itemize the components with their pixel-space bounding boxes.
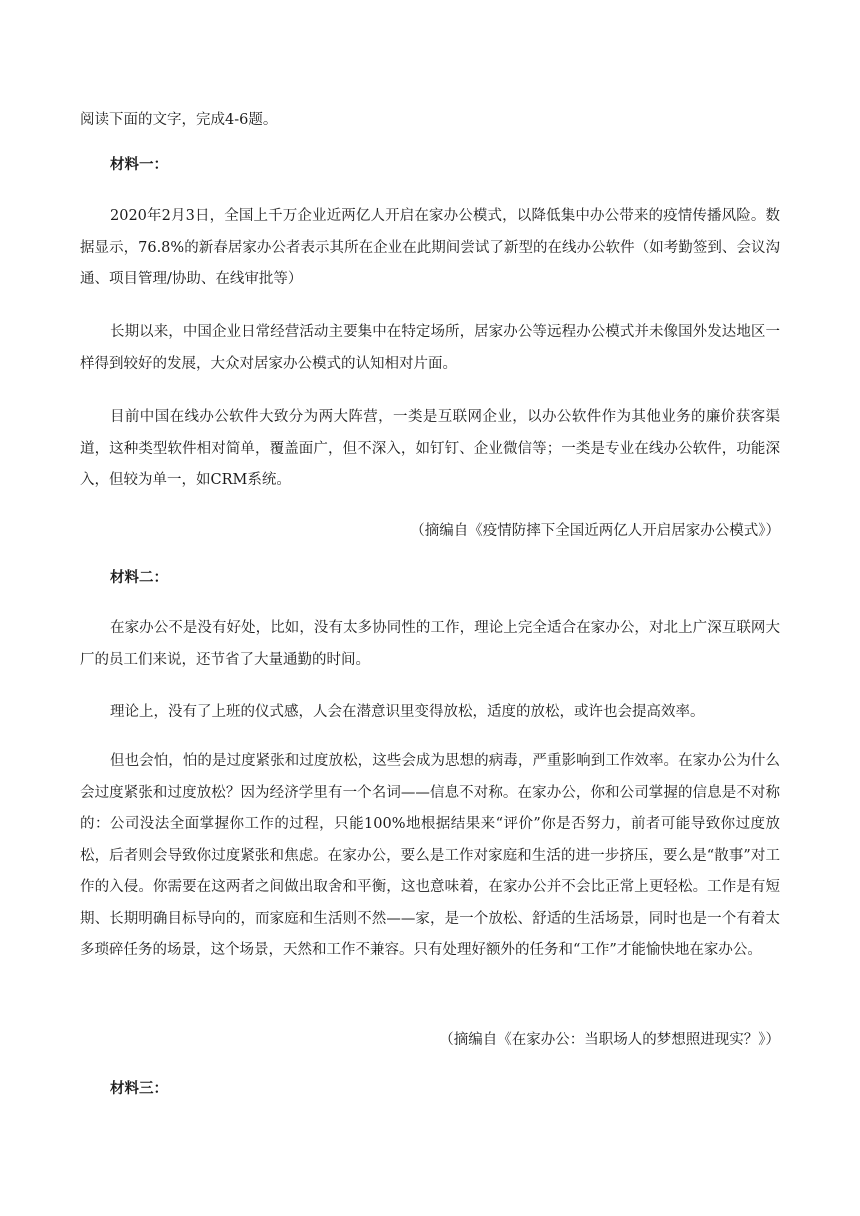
material1-source: （摘编自《疫情防摔下全国近两亿人开启居家办公模式》） — [410, 523, 780, 539]
material2-heading: 材料二： — [110, 569, 168, 586]
material1-paragraph-3: 目前中国在线办公软件大致分为两大阵营，一类是互联网企业，以办公软件作为其他业务的廉价获客渠道，这种类型软件相对简单，覆盖面广，但不深入，如钉钉、企业微信等；一类是专业在线办公软件，功能深入，但较为单一，如CRM系统。 — [80, 409, 780, 488]
material2-paragraph-3: 但也会怕，怕的是过度紧张和过度放松，这些会成为思想的病毒，严重影响到工作效率。在家办公为什么会过度紧张和过度放松？因为经济学里有一个名词——信息不对称。在家办公，你和公司掌握的信息是不对称的：公司没法全面掌握你工作的过程，只能100%地根据结果来“评价”你是否努力，前者可能导致你过度放松，后者则会导致你过度紧张和焦虑。在家办公，要么是工作对家庭和生活的进一步挤压，要么是“散事”对工作的入侵。你需要在这两者之间做出取舍和平衡，这也意味着，在家办公并不会比正常上更轻松。工作是有短期、长期明确目标导向的，而家庭和生活则不然——家，是一个放松、舒适的生活场景，同时也是一个有着太多琐碎任务的场景，这个场景，天然和工作不兼容。只有处理好额外的任务和“工作”才能愉快地在家办公。 — [80, 753, 780, 958]
material1-paragraph-2: 长期以来，中国企业日常经营活动主要集中在特定场所，居家办公等远程办公模式并未像国外发达地区一样得到较好的发展，大众对居家办公模式的认知相对片面。 — [80, 324, 780, 372]
material1-heading: 材料一： — [110, 156, 168, 173]
intro-instruction: 阅读下面的文字，完成4-6题。 — [80, 112, 278, 128]
material3-heading: 材料三： — [110, 1080, 168, 1097]
material2-source: （摘编自《在家办公：当职场人的梦想照进现实？》） — [439, 1032, 780, 1048]
material1-paragraph-1: 2020年2月3日，全国上千万企业近两亿人开启在家办公模式，以降低集中办公带来的疫情传播风险。数据显示，76.8%的新春居家办公者表示其所在企业在此期间尝试了新型的在线办公软件（如考勤签到、会议沟通、项目管理/协助、在线审批等） — [80, 208, 780, 287]
material2-paragraph-2: 理论上，没有了上班的仪式感，人会在潜意识里变得放松，适度的放松，或许也会提高效率。 — [110, 704, 705, 720]
material2-paragraph-1: 在家办公不是没有好处，比如，没有太多协同性的工作，理论上完全适合在家办公，对北上广深互联网大厂的员工们来说，还节省了大量通勤的时间。 — [80, 620, 780, 668]
